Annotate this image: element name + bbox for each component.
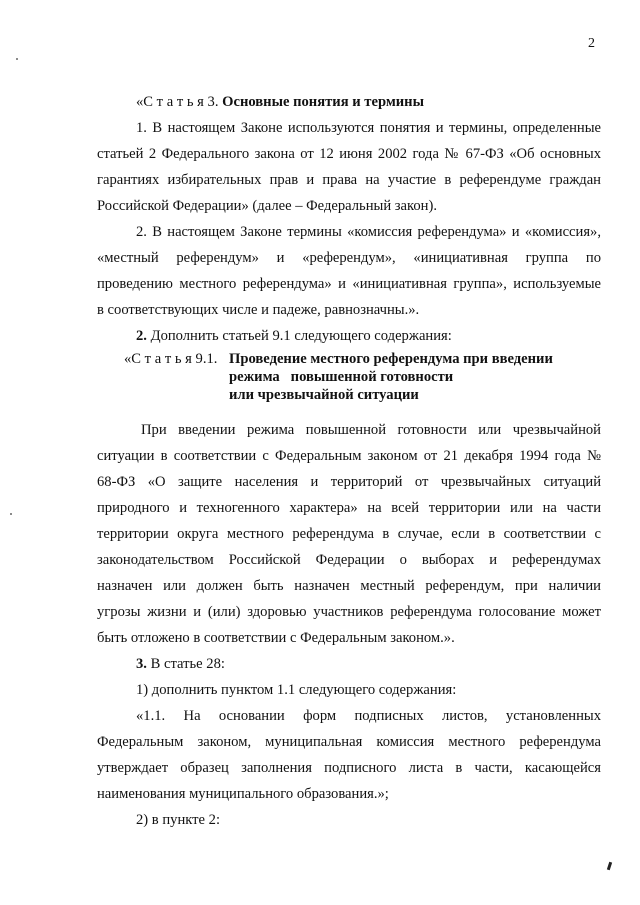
quote-1-1-line: Федеральным законом, муниципальная комиссия местного референдума (97, 734, 601, 750)
art3-p2-line: 2. В настоящем Законе термины «комиссия референдума» и «комиссия», (136, 224, 601, 240)
art91-body-line: назначен или должен быть назначен местный референдум, при наличии (97, 578, 601, 594)
article-3-prefix: «С т а т ь я 3. (136, 94, 219, 110)
quote-1-1-line: «1.1. На основании форм подписных листов, установленных (136, 708, 601, 724)
item-2 (136, 327, 452, 345)
article-9-1-title-line: или чрезвычайной ситуации (229, 387, 419, 403)
art3-p1-line: статьей 2 Федерального закона от 12 июня 2002 года № 67-ФЗ «Об основных (97, 146, 601, 162)
scan-speck (16, 58, 18, 60)
scan-mark (607, 862, 612, 871)
art91-body-line: ситуации в соответствии с Федеральным законом от 21 декабря 1994 года № (97, 448, 601, 464)
quote-1-1-line: утверждает образец заполнения подписного листа в части, касающейся (97, 760, 601, 776)
article-9-1-prefix: «С т а т ь я 9.1. (124, 351, 218, 367)
art3-p2-line: «местный референдум» и «референдум», «инициативная группа по (97, 250, 601, 266)
page-number: 2 (588, 36, 595, 51)
art91-body-line: быть отложено в соответствии с Федеральным законом.». (97, 630, 455, 646)
item-3-number: 3. (136, 656, 147, 672)
art91-body-line: При введении режима повышенной готовности или чрезвычайной (141, 422, 601, 438)
art91-body-line: природного и техногенного характера» на всей территории или на части (97, 500, 601, 516)
art3-p2-line: в соответствующих числе и падеже, равнозначны.». (97, 302, 420, 318)
art91-body-line: 68-ФЗ «О защите населения и территорий от чрезвычайных ситуаций (97, 474, 601, 490)
article-3-title: Основные понятия и термины (222, 94, 424, 110)
item-3-text: В статье 28: (150, 656, 225, 672)
article-3-heading (136, 93, 424, 111)
article-9-1-title-line: Проведение местного референдума при введении (229, 351, 553, 367)
art3-p1-line: 1. В настоящем Законе используются понятия и термины, определенные (136, 120, 601, 136)
item-3-sub-1: 1) дополнить пунктом 1.1 следующего содержания: (136, 682, 457, 698)
item-2-text: Дополнить статьей 9.1 следующего содержания: (150, 328, 452, 344)
art91-body-line: законодательством Российской Федерации о выборах и референдумах (97, 552, 601, 568)
art91-body-line: территории округа местного референдума в случае, если в соответствии с (97, 526, 601, 542)
scan-speck (10, 513, 12, 515)
item-3 (136, 655, 225, 673)
art3-p1-line: Российской Федерации» (далее – Федеральный закон). (97, 198, 437, 214)
art91-body-line: угрозы жизни и (или) здоровью участников референдума голосование может (97, 604, 601, 620)
art3-p2-line: проведению местного референдума» и «инициативная группа», используемые (97, 276, 601, 292)
quote-1-1-line: наименования муниципального образования.»; (97, 786, 389, 802)
item-3-sub-2: 2) в пункте 2: (136, 812, 221, 828)
art3-p1-line: гарантиях избирательных прав и права на участие в референдуме граждан (97, 172, 601, 188)
item-2-number: 2. (136, 328, 147, 344)
article-9-1-title-line: режима повышенной готовности (229, 369, 454, 385)
